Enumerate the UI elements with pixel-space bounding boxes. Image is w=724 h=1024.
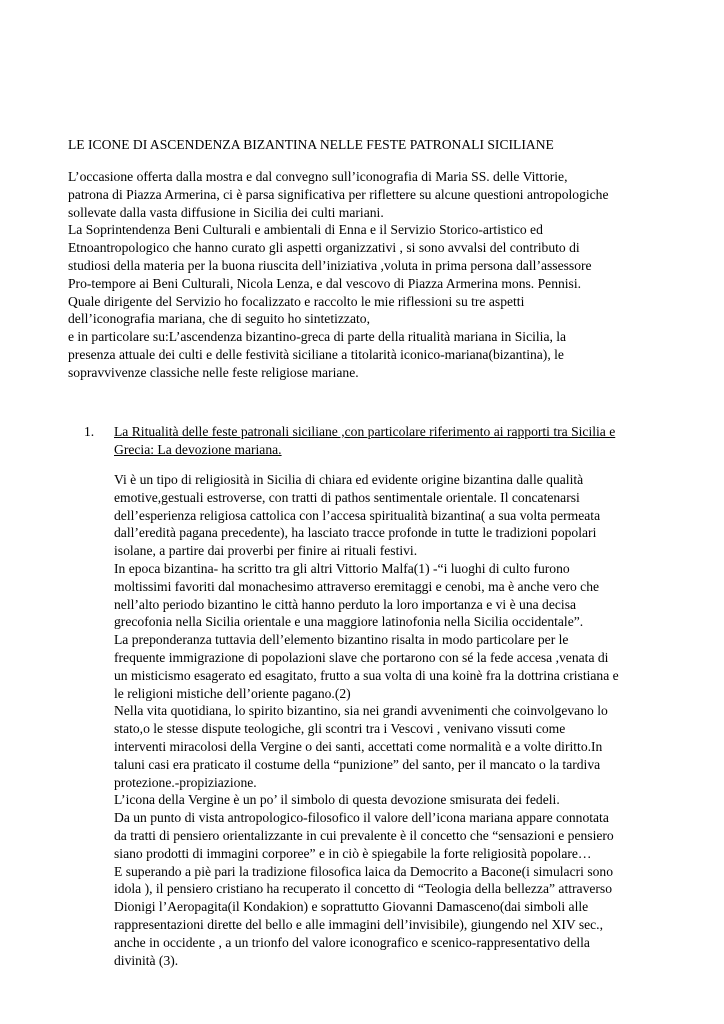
body-line: Vi è un tipo di religiosità in Sicilia di chiara ed evidente origine bizantina dalle qualità — [114, 472, 584, 487]
body-line: L’icona della Vergine è un po’ il simbolo di questa devozione smisurata dei fedeli. — [114, 792, 560, 808]
intro-line: sopravvivenze classiche nelle feste religiose mariane. — [68, 364, 359, 380]
intro-line: Etnoantropologico che hanno curato gli aspetti organizzativi , si sono avvalsi del contributo di — [68, 240, 580, 256]
body-line: nell’alto periodo bizantino le città hanno perduto la loro importanza e vi è una decisa — [114, 596, 577, 612]
intro-line: sollevate dalla vasta diffusione in Sicilia dei culti mariani. — [68, 204, 384, 220]
section-body — [114, 471, 619, 969]
body-line: emotive,gestuali estroverse, con tratti di pathos sentimentale orientale. Il concatenarsi — [114, 489, 580, 505]
body-line: E superando a piè pari la tradizione filosofica laica da Democrito a Bacone(i simulacri sono — [114, 863, 613, 879]
body-line: idola ), il pensiero cristiano ha recuperato il concetto di “Teologia della bellezza” attraverso — [114, 881, 613, 897]
body-line: le religioni mistiche dell’oriente pagano.(2) — [114, 685, 351, 701]
heading-line: Grecia: La devozione mariana. — [114, 441, 282, 457]
intro-line: presenza attuale dei culti e delle festività siciliane a titolarità iconico-mariana(bizantina), le — [68, 346, 564, 362]
body-line: un misticismo esagerato ed esagitato, frutto a sua volta di una koinè fra la dottrina cristiana e — [114, 667, 619, 683]
body-line: La preponderanza tuttavia dell’elemento bizantino risalta in modo particolare per le — [114, 632, 569, 648]
intro-line: patrona di Piazza Armerina, ci è parsa significativa per riflettere su alcune questioni antropologiche — [68, 186, 609, 202]
body-line: Da un punto di vista antropologico-filosofico il valore dell’icona mariana appare connotata — [114, 810, 609, 826]
body-line: isolane, a partire dai proverbi per finire ai rituali festivi. — [114, 543, 418, 559]
body-line: frequente immigrazione di popolazioni slave che portarono con sé la fede accesa ,venata di — [114, 649, 609, 665]
intro-line: studiosi della materia per la buona riuscita dell’iniziativa ,voluta in prima persona dall’assessore — [68, 257, 592, 273]
body-line: moltissimi favoriti dal monachesimo attraverso eremitaggi e cenobi, ma è anche vero che — [114, 578, 600, 594]
body-line: siano prodotti di immagini corporee” e in ciò è spiegabile la forte religiosità popolare… — [114, 845, 592, 861]
intro-line: L’occasione offerta dalla mostra e dal convegno sull’iconografia di Maria SS. delle Vittorie, — [68, 169, 568, 184]
body-line: dall’eredità pagana precedente), ha lasciato tracce profonde in tutte le tradizioni popolari — [114, 525, 597, 541]
body-line: protezione.-propiziazione. — [114, 774, 257, 790]
body-line: stato,o le stesse dispute teologiche, gli scontri tra i Vescovi , venivano vissuti come — [114, 721, 566, 737]
body-line: rappresentazioni dirette del bello e alle immagini dell’invisibile), giungendo nel XIV sec., — [114, 916, 603, 932]
section-heading — [114, 423, 615, 459]
body-line: grecofonia nella Sicilia orientale e una maggiore latinofonia nella Sicilia occidentale”. — [114, 614, 584, 630]
intro-line: Quale dirigente del Servizio ho focalizzato e raccolto le mie riflessioni su tre aspetti — [68, 293, 525, 309]
body-line: anche in occidente , a un trionfo del valore iconografico e scenico-rappresentativo della — [114, 934, 590, 950]
document-title: LE ICONE DI ASCENDENZA BIZANTINA NELLE FESTE PATRONALI SICILIANE — [68, 137, 554, 152]
intro-line: La Soprintendenza Beni Culturali e ambientali di Enna e il Servizio Storico-artistico ed — [68, 222, 543, 238]
intro-paragraph — [68, 168, 668, 382]
body-line: In epoca bizantina- ha scritto tra gli altri Vittorio Malfa(1) -“i luoghi di culto furono — [114, 560, 570, 576]
body-line: divinità (3). — [114, 952, 179, 968]
body-line: Nella vita quotidiana, lo spirito bizantino, sia nei grandi avvenimenti che coinvolgevano lo — [114, 703, 608, 719]
section-number: 1. — [84, 424, 95, 439]
body-line: dell’esperienza religiosa cattolica con l’accesa spiritualità bizantina( a sua volta permeata — [114, 507, 601, 523]
intro-line: Pro-tempore ai Beni Culturali, Nicola Lenza, e dal vescovo di Piazza Armerina mons. Pennisi. — [68, 275, 582, 291]
heading-line: La Ritualità delle feste patronali siciliane ,con particolare riferimento ai rapporti tra Sicilia e — [114, 424, 616, 439]
body-line: taluni casi era praticato il costume della “punizione” del santo, per il mancato o la tardiva — [114, 756, 601, 772]
body-line: interventi miracolosi della Vergine o dei santi, accettati come normalità e a volte diritto.In — [114, 738, 603, 754]
body-line: da tratti di pensiero orientalizzante in cui prevalente è il concetto che “sensazioni e pensiero — [114, 827, 614, 843]
intro-line: e in particolare su:L’ascendenza bizantino-greca di parte della ritualità mariana in Sicilia, la — [68, 329, 567, 345]
body-line: Dionigi l’Aeropagita(il Kondakion) e soprattutto Giovanni Damasceno(dai simboli alle — [114, 899, 589, 915]
intro-line: dell’iconografia mariana, che di seguito ho sintetizzato, — [68, 311, 370, 327]
